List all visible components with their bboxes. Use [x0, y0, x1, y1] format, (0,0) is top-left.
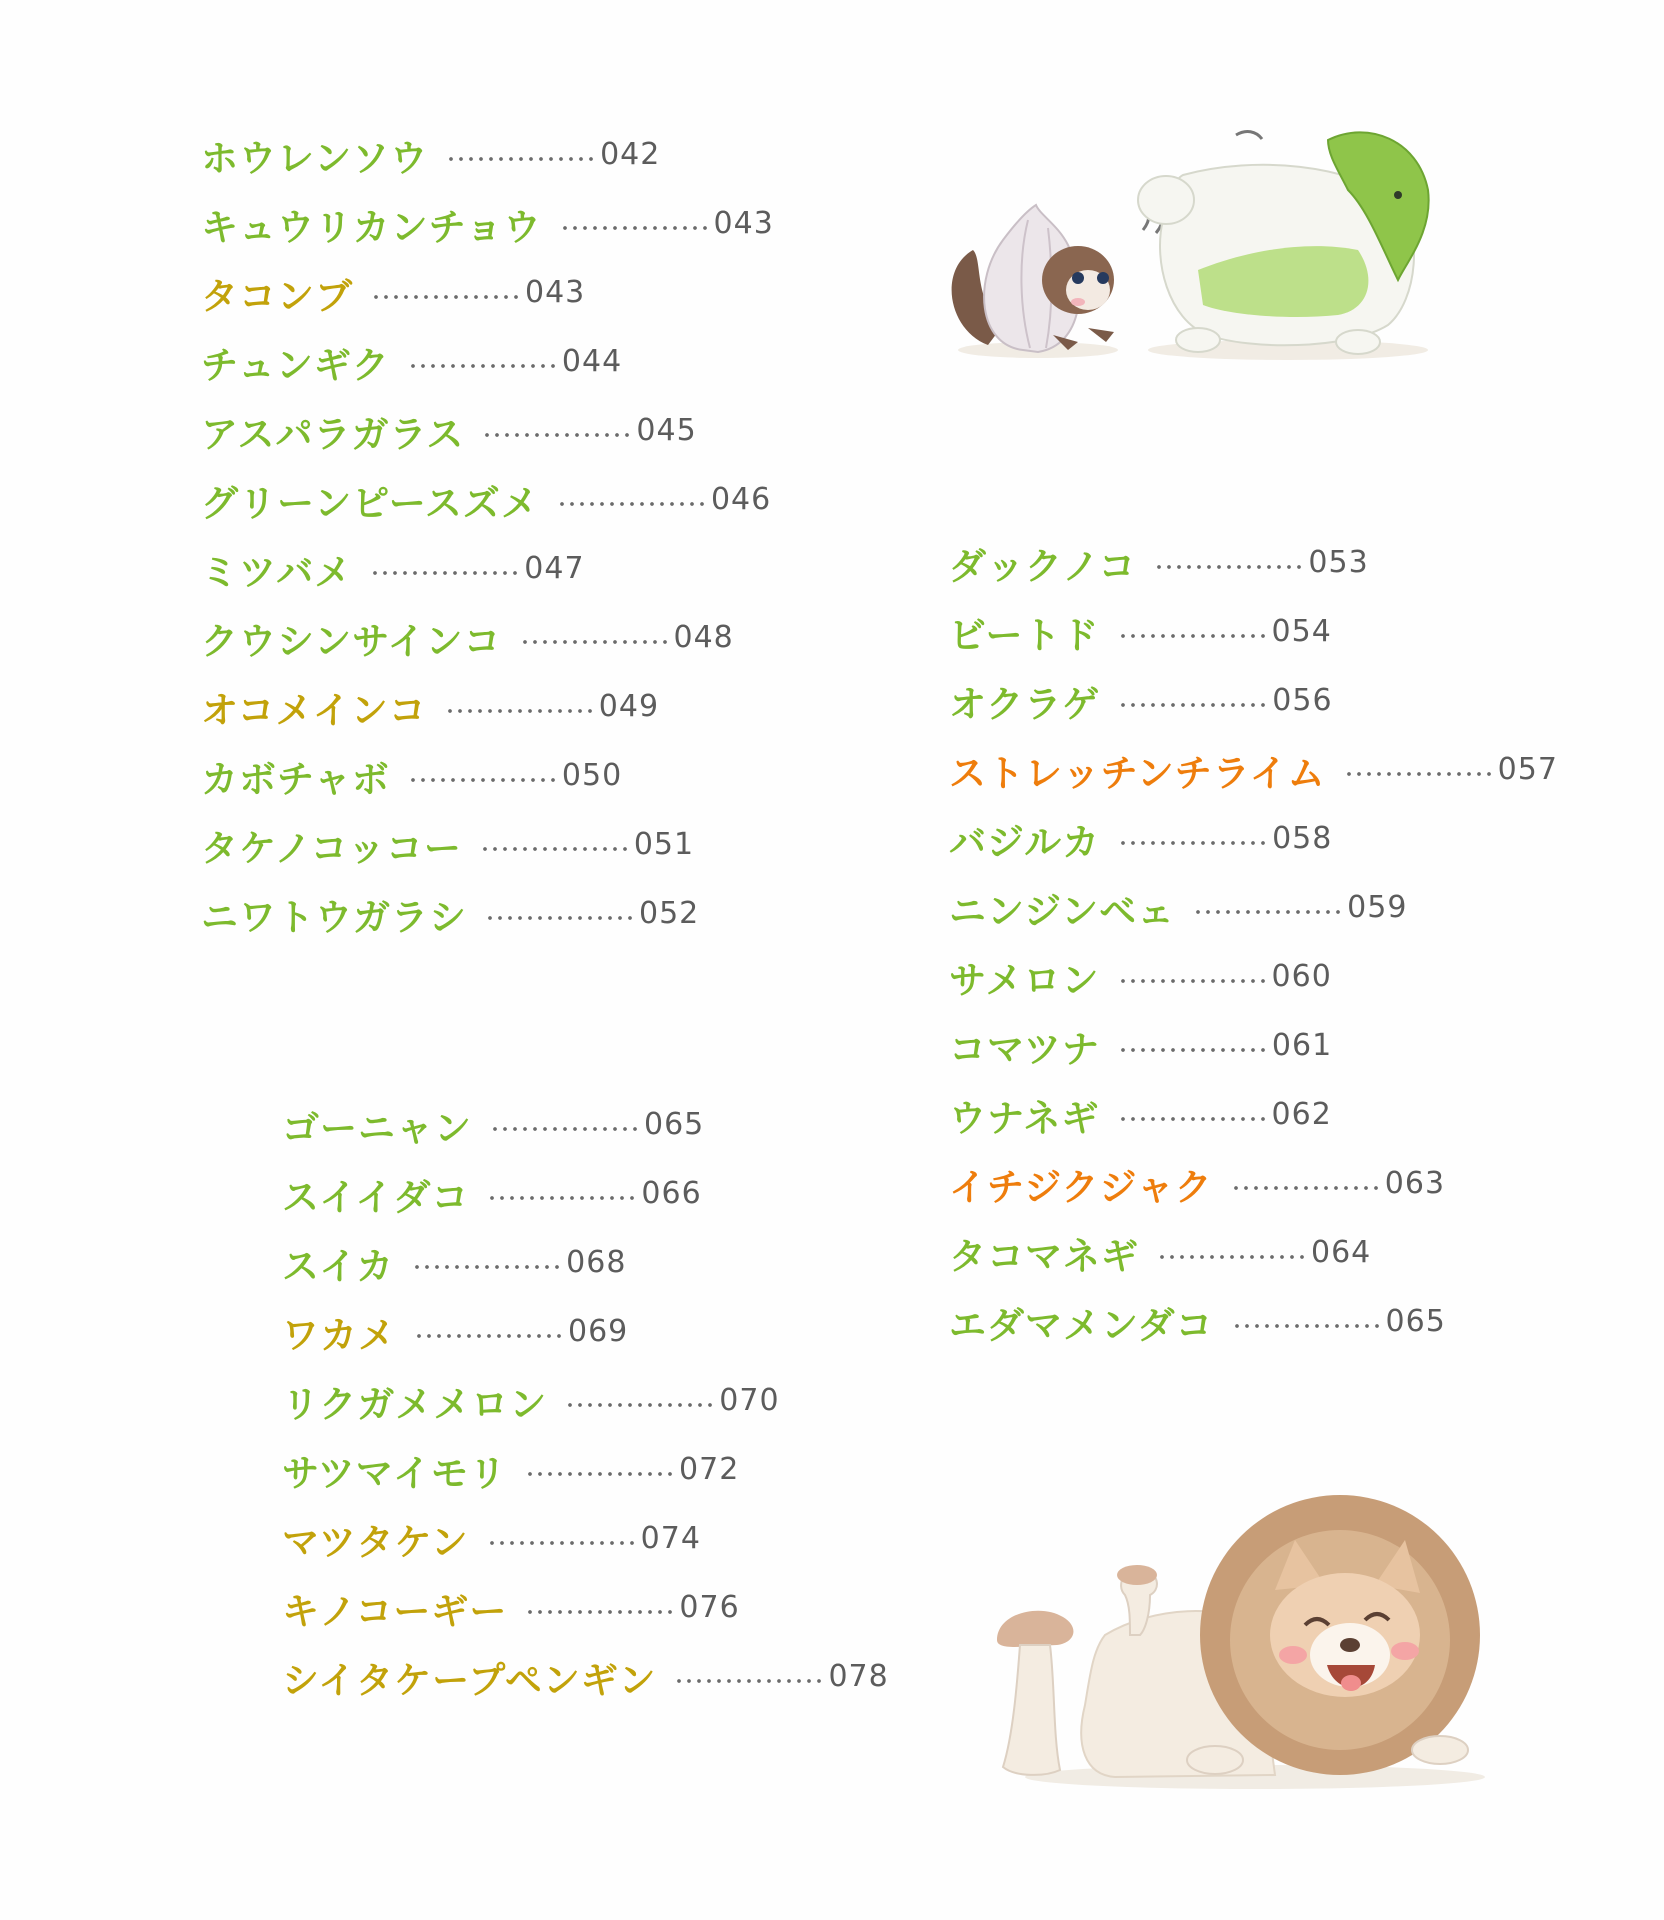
toc-entry	[949, 666, 1558, 735]
toc-entry-name: サメロン	[949, 958, 1100, 1002]
dot-leader	[445, 709, 595, 713]
toc-entry-name: スイカ	[282, 1244, 395, 1288]
toc-entry	[282, 1573, 889, 1642]
dot-leader	[520, 640, 670, 644]
toc-entry	[282, 1642, 889, 1711]
toc-entry	[282, 1090, 889, 1159]
toc-entry	[201, 120, 774, 189]
toc-entry-name: ワカメ	[282, 1313, 396, 1357]
toc-page-number: 052	[639, 896, 700, 931]
toc-entry	[201, 189, 774, 258]
toc-page-number: 062	[1271, 1097, 1332, 1132]
toc-entry-name: イチジクジャク	[949, 1165, 1213, 1209]
toc-entry	[949, 735, 1558, 804]
toc-column-3	[282, 1090, 889, 1711]
toc-entry-name: タコマネギ	[949, 1234, 1139, 1278]
toc-entry-name: コマツナ	[949, 1027, 1100, 1071]
toc-entry	[949, 1287, 1558, 1356]
toc-entry	[282, 1228, 889, 1297]
toc-entry-name: グリーンピースズメ	[201, 481, 539, 525]
toc-entry-name: ビートド	[949, 613, 1100, 657]
dot-leader	[490, 1127, 640, 1131]
toc-entry-name: ダックノコ	[949, 544, 1137, 588]
toc-page-number: 061	[1271, 1028, 1333, 1063]
toc-entry	[282, 1297, 889, 1366]
toc-page-number: 070	[719, 1383, 780, 1418]
toc-page-number: 059	[1347, 890, 1408, 925]
dot-leader	[482, 433, 632, 437]
toc-entry-name: ミツバメ	[201, 550, 353, 594]
dot-leader	[560, 226, 710, 230]
toc-entry-name: オクラゲ	[949, 682, 1101, 726]
toc-entry	[201, 879, 774, 948]
toc-entry-name: ニンジンベェ	[949, 889, 1176, 933]
dot-leader	[674, 1679, 824, 1683]
dot-leader	[485, 916, 635, 920]
toc-entry-name: チュンギク	[201, 343, 390, 387]
toc-entry	[201, 327, 774, 396]
dot-leader	[1157, 1255, 1307, 1259]
toc-entry-name: マツタケン	[282, 1520, 469, 1564]
toc-page-number: 069	[568, 1314, 629, 1349]
toc-page-number: 048	[673, 620, 734, 655]
dot-leader	[1232, 1324, 1382, 1328]
toc-entry-name: スイイダコ	[282, 1175, 470, 1219]
toc-page-number: 060	[1271, 959, 1332, 994]
toc-page-number: 049	[598, 689, 660, 724]
toc-page-number: 043	[525, 275, 586, 310]
toc-column-2	[949, 528, 1558, 1356]
toc-page-number: 056	[1272, 683, 1333, 718]
toc-page-number: 058	[1272, 821, 1333, 856]
toc-entry	[949, 1011, 1558, 1080]
toc-page-number: 054	[1271, 614, 1332, 649]
toc-entry	[201, 534, 774, 603]
toc-entry	[282, 1366, 889, 1435]
toc-entry	[949, 804, 1558, 873]
toc-entry	[949, 1149, 1558, 1218]
toc-entry	[201, 396, 774, 465]
toc-page-number: 068	[566, 1245, 627, 1280]
dot-leader	[1154, 565, 1304, 569]
toc-entry-name: クウシンサインコ	[201, 619, 502, 663]
toc-entry-name: ストレッチンチライム	[949, 751, 1326, 795]
toc-page-number: 072	[679, 1452, 740, 1487]
toc-entry	[282, 1504, 889, 1573]
dot-leader	[408, 364, 558, 368]
toc-entry-name: カボチャボ	[201, 757, 390, 801]
dot-leader	[1193, 910, 1343, 914]
toc-page-number: 051	[633, 827, 695, 862]
dot-leader	[1118, 979, 1268, 983]
dot-leader	[525, 1472, 675, 1476]
toc-entry	[949, 1218, 1558, 1287]
mushroom-corgi-illustration	[975, 1495, 1500, 1795]
toc-page-number: 043	[713, 206, 774, 241]
toc-entry-name: リクガメメロン	[282, 1382, 548, 1426]
toc-page-number: 065	[644, 1107, 705, 1142]
dot-leader	[487, 1541, 637, 1545]
toc-entry-name: エダマメンダコ	[949, 1303, 1214, 1347]
toc-entry-name: シイタケープペンギン	[282, 1658, 657, 1702]
dot-leader	[370, 571, 520, 575]
toc-page-number: 063	[1384, 1166, 1446, 1201]
toc-page-number: 074	[640, 1521, 701, 1556]
dot-leader	[1231, 1186, 1381, 1190]
toc-page-number: 045	[636, 413, 697, 448]
dot-leader	[1118, 634, 1268, 638]
toc-entry	[201, 258, 774, 327]
dot-leader	[371, 295, 521, 299]
toc-column-1	[201, 120, 774, 948]
dot-leader	[480, 847, 630, 851]
small-mushroom-stem-shape	[1003, 1645, 1060, 1775]
toc-entry	[949, 873, 1558, 942]
toc-page-number: 050	[561, 758, 623, 793]
toc-entry	[282, 1435, 889, 1504]
toc-page-number: 078	[828, 1659, 889, 1694]
dot-leader	[525, 1610, 675, 1614]
toc-entry	[201, 603, 774, 672]
toc-entry	[949, 1080, 1558, 1149]
toc-page-number: 065	[1385, 1304, 1446, 1339]
toc-entry	[201, 672, 774, 741]
dot-leader	[1118, 1048, 1268, 1052]
toc-entry	[282, 1159, 889, 1228]
toc-entry-name: オコメインコ	[201, 688, 427, 732]
toc-entry	[949, 528, 1558, 597]
toc-page-number: 057	[1497, 752, 1558, 787]
toc-page-number: 044	[561, 344, 623, 379]
toc-entry	[949, 942, 1558, 1011]
dot-leader	[557, 502, 707, 506]
toc-entry-name: アスパラガラス	[201, 412, 465, 456]
dot-leader	[565, 1403, 715, 1407]
toc-entry-name: ホウレンソウ	[201, 136, 429, 180]
toc-page-number: 066	[641, 1176, 702, 1211]
dot-leader	[1118, 703, 1268, 707]
toc-entry	[949, 597, 1558, 666]
toc-entry-name: タコンブ	[201, 274, 353, 318]
toc-entry-name: タケノコッコー	[201, 826, 462, 870]
dot-leader	[446, 157, 596, 161]
dot-leader	[1118, 1117, 1268, 1121]
small-mushroom-cap-shape	[997, 1611, 1073, 1647]
toc-entry-name: ゴーニャン	[282, 1106, 472, 1150]
toc-entry-name: サツマイモリ	[282, 1451, 508, 1495]
toc-page-number: 053	[1308, 545, 1369, 580]
toc-entry-name: キノコーギー	[282, 1589, 508, 1633]
toc-entry	[201, 741, 774, 810]
toc-page-number: 064	[1311, 1235, 1372, 1270]
dot-leader	[1118, 841, 1268, 845]
toc-entry	[201, 465, 774, 534]
toc-entry-name: ニワトウガラシ	[201, 895, 467, 939]
dot-leader	[487, 1196, 637, 1200]
dot-leader	[1344, 772, 1494, 776]
dot-leader	[412, 1265, 562, 1269]
toc-page-number: 042	[600, 137, 661, 172]
dot-leader	[414, 1334, 564, 1338]
toc-entry-name: バジルカ	[949, 820, 1101, 864]
toc-entry-name: ウナネギ	[949, 1096, 1100, 1140]
toc-page-number: 046	[710, 482, 772, 517]
toc-entry-name: キュウリカンチョウ	[201, 205, 542, 249]
dot-leader	[408, 778, 558, 782]
garlic-cat-cabbage-dog-illustration	[928, 110, 1448, 390]
toc-entry	[201, 810, 774, 879]
toc-page-number: 047	[524, 551, 585, 586]
toc-page-number: 076	[679, 1590, 740, 1625]
